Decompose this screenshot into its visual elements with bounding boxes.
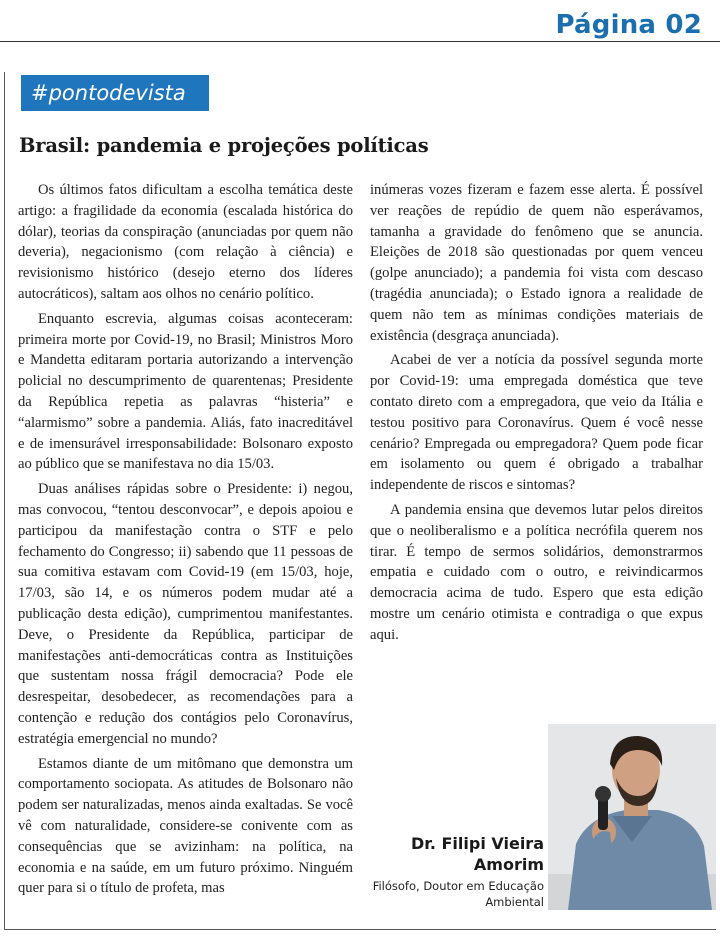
author-photo — [548, 724, 716, 910]
page-number: Página 02 — [555, 10, 702, 40]
paragraph: Acabei de ver a notícia da possível segunda morte por Covid-19: uma empregada doméstica que teve contato direto com a empregadora, que veio da Itália e testou positivo para Coronavírus. Quem é você nesse cenário? Empregada ou empregadora? Quem pode ficar em isolamento ou quem é obrigado a trabalhar independente de riscos e sintomas? — [370, 352, 703, 494]
author-title-line2: Ambiental — [485, 895, 544, 909]
article-column-left — [18, 180, 353, 903]
paragraph-continued: inúmeras vozes fizeram e fazem esse alerta. É possível ver reações de repúdio de quem não esperávamos, tamanha a gravidade do fenômeno que se anuncia. Eleições de 2018 são questionadas por quem venceu (golpe anunciado); a pandemia foi vista com descaso (tragédia anunciada); o Estado ignora a realidade de quem não tem as mínimas condições materiais de existência (desgraça anunciada). — [370, 182, 703, 344]
author-name-line1: Dr. Filipi Vieira — [410, 834, 544, 853]
paragraph: A pandemia ensina que devemos lutar pelos direitos que o neoliberalismo e a política necrófila querem nos tirar. É tempo de sermos solidários, demonstrarmos empatia e cuidado com o outro, e reivindicarmos democracia acima de tudo. Espero que esta edição mostre um cenário otimista e contradiga o que expus aqui. — [370, 501, 703, 643]
article-headline: Brasil: pandemia e projeções políticas — [19, 134, 429, 157]
section-tag: #pontodevista — [21, 75, 209, 111]
page-header — [0, 0, 720, 44]
paragraph: Estamos diante de um mitômano que demonstra um comportamento sociopata. As atitudes de Bolsonaro não podem ser naturalizadas, menos ainda exaltadas. Se você vê com naturalidade, considere-se conivente com as consequências que se avizinham: na política, na economia e na saúde, em um futuro próximo. Ninguém quer para si o título de profeta, mas — [18, 755, 353, 897]
author-byline — [344, 833, 544, 910]
frame-bottom-border — [4, 929, 716, 930]
article-column-right — [370, 180, 703, 650]
paragraph: Duas análises rápidas sobre o Presidente: i) negou, mas convocou, “tentou desconvocar”, e depois apoiou e participou da manifestação contra o STF e pelo fechamento do Congresso; ii) sabendo que 11 pessoas de sua comitiva estavam com Covid-19 (em 15/03, hoje, 17/03, são 14, e os números podem mudar até a publicação desta edição), cumprimentou manifestantes. Deve, o Presidente da República, participar de manifestações anti-democráticas contra as Instituições que sustentam nossa frágil democracia? Pode ele desrespeitar, desobedecer, as recomendações para a contenção e redução dos contágios pelo Coronavírus, estratégia emergencial no mundo? — [18, 481, 353, 747]
author-name-line2: Amorim — [473, 855, 544, 874]
header-divider — [0, 41, 720, 42]
author-title-line1: Filósofo, Doutor em Educação — [372, 879, 544, 893]
author-portrait-illustration — [548, 724, 716, 910]
paragraph: Enquanto escrevia, algumas coisas aconteceram: primeira morte por Covid-19, no Brasil; Ministros Moro e Mandetta editaram portaria autorizando a intervenção policial no descumprimento de quarentenas; Presidente da República repetia as palavras “histeria” e “alarmismo” sobre a pandemia. Aliás, fato inacreditável e de imensurável irresponsabilidade: Bolsonaro exposto ao público que se manifestava no dia 15/03. — [18, 310, 353, 473]
paragraph: Os últimos fatos dificultam a escolha temática deste artigo: a fragilidade da economia (escalada histórica do dólar), teorias da conspiração (anunciadas por quem não deveria), negacionismo (com relação à ciência) e revisionismo histórico (desejo eterno dos líderes autocráticos), saltam aos olhos no cenário político. — [18, 182, 353, 302]
frame-left-border — [4, 72, 5, 930]
